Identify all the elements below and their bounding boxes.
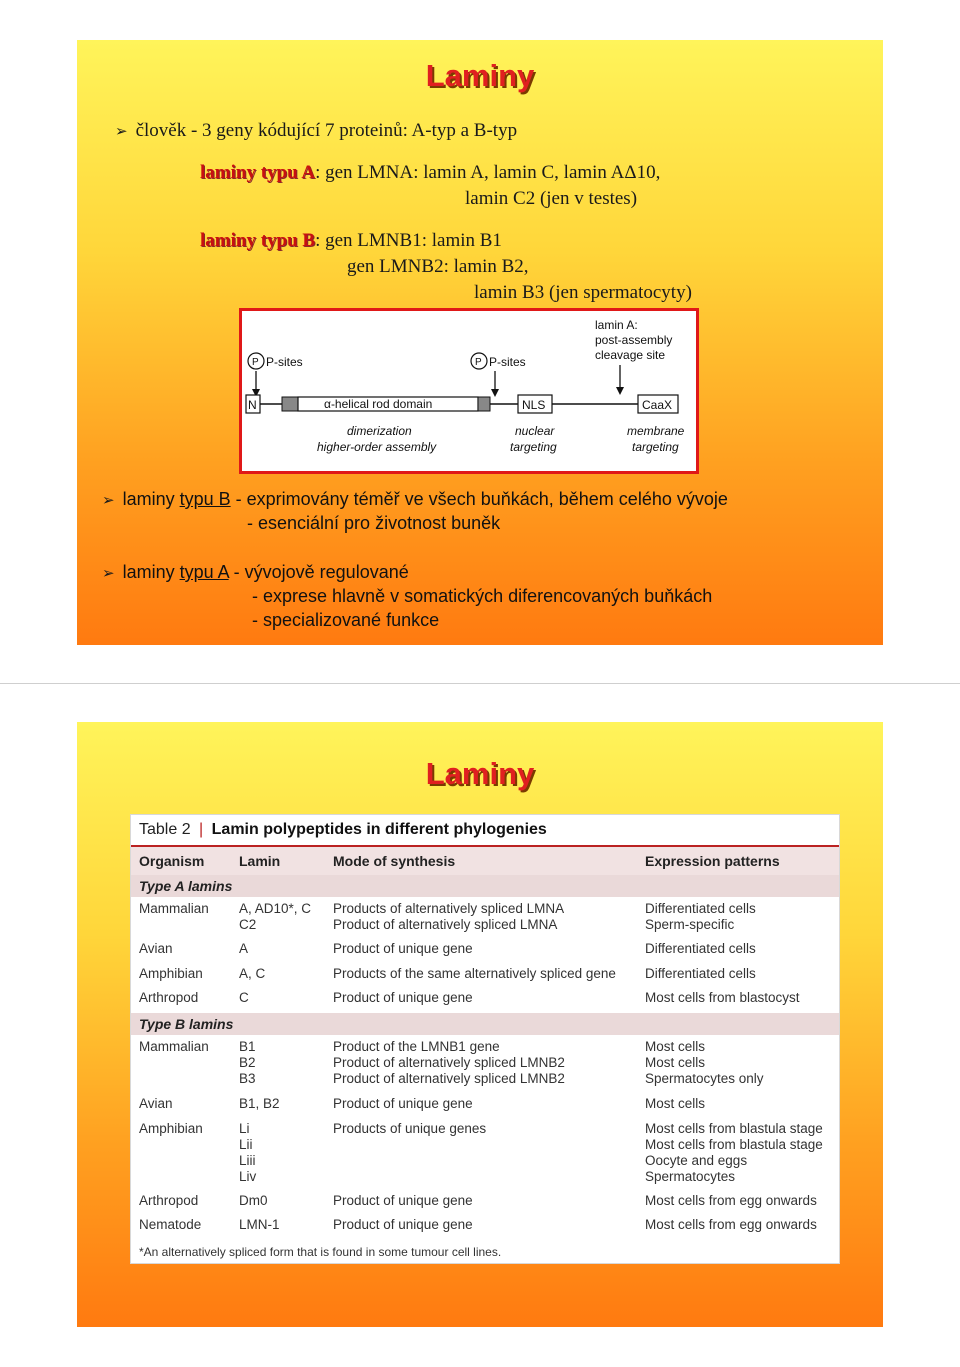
cell: Differentiated cells	[645, 941, 756, 956]
p-left: P	[252, 357, 259, 368]
bullet-pre: laminy	[122, 562, 180, 582]
cell: A	[239, 941, 249, 956]
table-row	[131, 901, 839, 937]
lamin-a-note3: cleavage site	[595, 348, 666, 362]
table-header	[131, 845, 839, 875]
cell: Products of alternatively spliced LMNA Product of alternatively spliced LMNA	[333, 901, 565, 932]
arrow-bullet-icon: ➢	[115, 124, 128, 140]
p-right: P	[475, 357, 482, 368]
lamin-a-note2: post-assembly	[595, 333, 673, 347]
lamin-a-note: lamin A:	[595, 318, 638, 332]
cell: Most cells from egg onwards	[645, 1193, 817, 1208]
membrane-targeting-label: targeting	[632, 440, 679, 454]
section-label: Type B lamins	[139, 1016, 234, 1032]
col-expression: Expression patterns	[645, 853, 780, 869]
type-a-text: : gen LMNA: lamin A, lamin C, lamin AΔ10,	[315, 162, 661, 183]
bullet-type-a	[102, 562, 409, 583]
type-a-cont: lamin C2 (jen v testes)	[465, 188, 638, 209]
arrow-bullet-icon: ➢	[102, 492, 115, 509]
table-number: Table 2	[139, 821, 191, 838]
type-b-essential: - esenciální pro životnost buněk	[247, 513, 501, 533]
nuclear-targeting-label: targeting	[510, 440, 557, 454]
rod-label: α-helical rod domain	[324, 397, 433, 411]
lamin-domain-diagram	[242, 311, 696, 471]
cell: Avian	[139, 1096, 173, 1111]
bullet-text: člověk - 3 geny kódující 7 proteinů: A-typ a B-typ	[135, 120, 518, 141]
type-b-label: laminy typu B	[200, 230, 316, 251]
type-b-line	[200, 230, 502, 252]
nls-label: NLS	[522, 398, 546, 412]
cell: Product of unique gene	[333, 941, 473, 956]
page-divider	[0, 683, 960, 684]
table-row	[131, 1121, 839, 1187]
table-row	[131, 1096, 839, 1116]
lamin-structure-figure	[239, 308, 699, 474]
arrow-bullet-icon: ➢	[102, 565, 115, 582]
cell: Product of unique gene	[333, 1217, 473, 1232]
cell: Differentiated cells	[645, 966, 756, 981]
cell: Most cells from blastocyst	[645, 990, 800, 1005]
type-a-function: - specializované funkce	[252, 610, 440, 630]
cell: LMN-1	[239, 1217, 280, 1232]
cell: C	[239, 990, 249, 1005]
col-organism: Organism	[139, 853, 205, 869]
type-b-text: : gen LMNB1: lamin B1	[315, 230, 502, 251]
col-synthesis: Mode of synthesis	[333, 853, 456, 869]
cell: Arthropod	[139, 1193, 199, 1208]
bullet-pre: laminy	[122, 489, 180, 509]
cell: Most cells Most cells Spermatocytes only	[645, 1039, 764, 1086]
cell: Avian	[139, 941, 173, 956]
cell: Nematode	[139, 1217, 202, 1232]
cell: Amphibian	[139, 1121, 203, 1136]
cell: A, C	[239, 966, 266, 981]
table-title: Lamin polypeptides in different phylogenies	[211, 821, 547, 838]
cell: Product of unique gene	[333, 990, 473, 1005]
cell: Most cells	[645, 1096, 706, 1111]
cell: Mammalian	[139, 901, 209, 916]
table-row	[131, 941, 839, 961]
slide-title: Laminy	[425, 58, 535, 93]
dimerization-label: dimerization	[347, 424, 412, 438]
bullet-underlined: typu B	[179, 489, 231, 509]
cell: Most cells from blastula stage Most cells from blastula stage Oocyte and eggs Spermatocytes	[645, 1121, 823, 1184]
col-lamin: Lamin	[239, 853, 281, 869]
bullet-human-genes	[115, 120, 517, 142]
table-row	[131, 990, 839, 1010]
cell: Arthropod	[139, 990, 199, 1005]
type-a-label: laminy typu A	[200, 162, 316, 183]
type-b-line2: gen LMNB2: lamin B2,	[347, 256, 529, 277]
psites-right-label: P-sites	[489, 355, 526, 369]
cell: Products of the same alternatively spliced gene	[333, 966, 616, 981]
table-row	[131, 1217, 839, 1237]
bullet-post: - exprimovány téměř ve všech buňkách, během celého vývoje	[230, 489, 728, 509]
section-type-a	[131, 875, 839, 897]
bullet-underlined: typu A	[179, 562, 229, 582]
section-label: Type A lamins	[139, 878, 233, 894]
cell: B1 B2 B3	[239, 1039, 256, 1086]
cell: Amphibian	[139, 966, 203, 981]
cell: Product of the LMNB1 gene Product of alternatively spliced LMNB2 Product of alternatively spliced LMNB2	[333, 1039, 565, 1086]
slide-1	[77, 40, 883, 645]
cell: Product of unique gene	[333, 1193, 473, 1208]
type-a-line	[200, 162, 660, 184]
section-type-b	[131, 1013, 839, 1035]
cell: Dm0	[239, 1193, 268, 1208]
table-footnote: *An alternatively spliced form that is found in some tumour cell lines.	[139, 1245, 502, 1259]
cell: Products of unique genes	[333, 1121, 487, 1136]
table-row	[131, 1193, 839, 1213]
cell: Differentiated cells Sperm-specific	[645, 901, 756, 932]
membrane-label: membrane	[627, 424, 685, 438]
bullet-type-b	[102, 489, 728, 510]
cell: Mammalian	[139, 1039, 209, 1054]
cell: Product of unique gene	[333, 1096, 473, 1111]
type-a-expression: - exprese hlavně v somatických diferencovaných buňkách	[252, 586, 713, 606]
cell: B1, B2	[239, 1096, 280, 1111]
psites-left-label: P-sites	[266, 355, 303, 369]
bullet-post: - vývojově regulované	[228, 562, 409, 582]
cell: A, AD10*, C C2	[239, 901, 312, 932]
caax-label: CaaX	[642, 398, 673, 412]
table-caption: Table 2 | Lamin polypeptides in different phylogenies	[139, 821, 547, 838]
table-row	[131, 1039, 839, 1091]
nuclear-label: nuclear	[515, 424, 555, 438]
n-label: N	[248, 398, 257, 412]
assembly-label: higher-order assembly	[317, 440, 437, 454]
type-b-line3: lamin B3 (jen spermatocyty)	[474, 282, 692, 303]
cell: Li Lii Liii Liv	[239, 1121, 257, 1184]
slide-title: Laminy	[425, 756, 535, 791]
slide-2	[77, 722, 883, 1327]
lamin-table	[130, 814, 840, 1264]
table-row	[131, 966, 839, 986]
cell: Most cells from egg onwards	[645, 1217, 817, 1232]
